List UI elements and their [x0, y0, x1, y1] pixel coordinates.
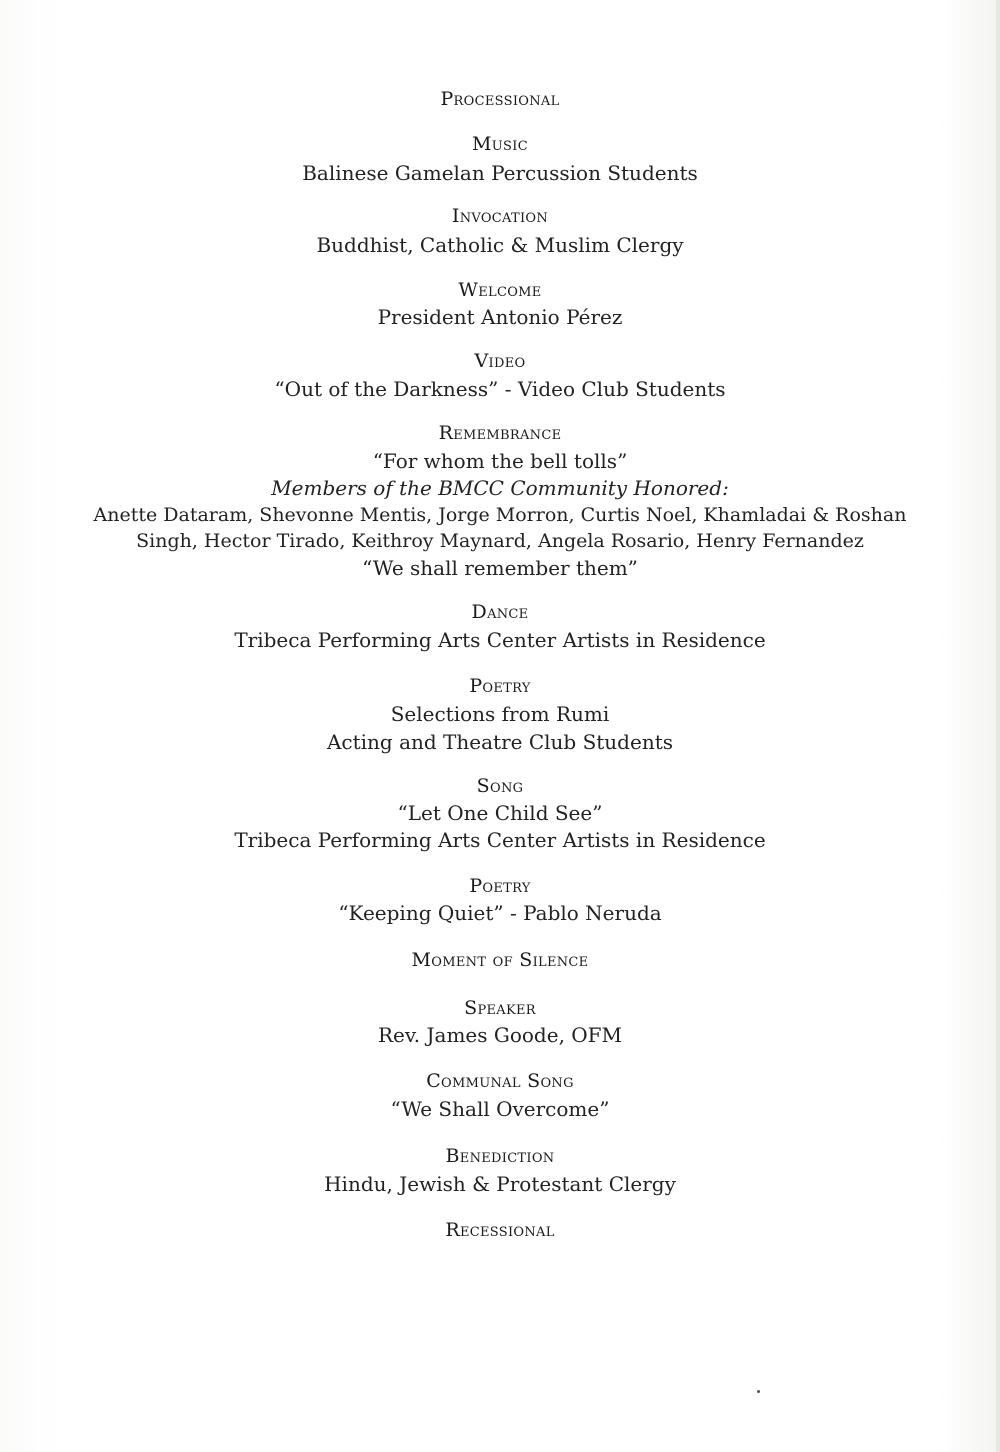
- poetry1-heading: Poetry: [469, 675, 531, 697]
- welcome-performer: President Antonio Pérez: [377, 305, 623, 329]
- remembrance-heading: Remembrance: [438, 422, 562, 444]
- communal-song-heading: Communal Song: [426, 1070, 574, 1092]
- dance-performer: Tribeca Performing Arts Center Artists in Residence: [234, 628, 766, 652]
- speaker-name: Rev. James Goode, OFM: [377, 1023, 623, 1047]
- remembrance-names-line1: Anette Dataram, Shevonne Mentis, Jorge Morron, Curtis Noel, Khamladai & Roshan: [93, 504, 907, 526]
- music-performer: Balinese Gamelan Percussion Students: [302, 161, 698, 185]
- processional-heading: Processional: [440, 88, 560, 110]
- welcome-heading: Welcome: [458, 279, 542, 301]
- communal-song-work: “We Shall Overcome”: [390, 1097, 610, 1121]
- moment-of-silence-heading: Moment of Silence: [411, 949, 589, 971]
- poetry2-work: “Keeping Quiet” - Pablo Neruda: [338, 901, 662, 925]
- video-heading: Video: [474, 350, 526, 372]
- invocation-heading: Invocation: [451, 205, 549, 227]
- remembrance-honored-label: Members of the BMCC Community Honored:: [271, 476, 729, 500]
- remembrance-names-line2: Singh, Hector Tirado, Keithroy Maynard, Angela Rosario, Henry Fernandez: [136, 530, 864, 552]
- paper-speck: [757, 1390, 760, 1393]
- speaker-heading: Speaker: [464, 997, 536, 1019]
- poetry1-performer: Acting and Theatre Club Students: [326, 730, 674, 754]
- remembrance-closing: “We shall remember them”: [362, 556, 638, 580]
- benediction-heading: Benediction: [445, 1145, 555, 1167]
- poetry1-work: Selections from Rumi: [390, 702, 610, 726]
- song-performer: Tribeca Performing Arts Center Artists in Residence: [234, 828, 766, 852]
- video-detail: “Out of the Darkness” - Video Club Students: [274, 377, 726, 401]
- song-heading: Song: [476, 775, 524, 797]
- poetry2-heading: Poetry: [469, 875, 531, 897]
- recessional-heading: Recessional: [445, 1219, 555, 1241]
- dance-heading: Dance: [471, 601, 529, 623]
- remembrance-quote: “For whom the bell tolls”: [372, 449, 628, 473]
- song-work: “Let One Child See”: [397, 801, 603, 825]
- benediction-performer: Hindu, Jewish & Protestant Clergy: [324, 1172, 676, 1196]
- music-heading: Music: [472, 133, 528, 155]
- invocation-performer: Buddhist, Catholic & Muslim Clergy: [316, 233, 684, 257]
